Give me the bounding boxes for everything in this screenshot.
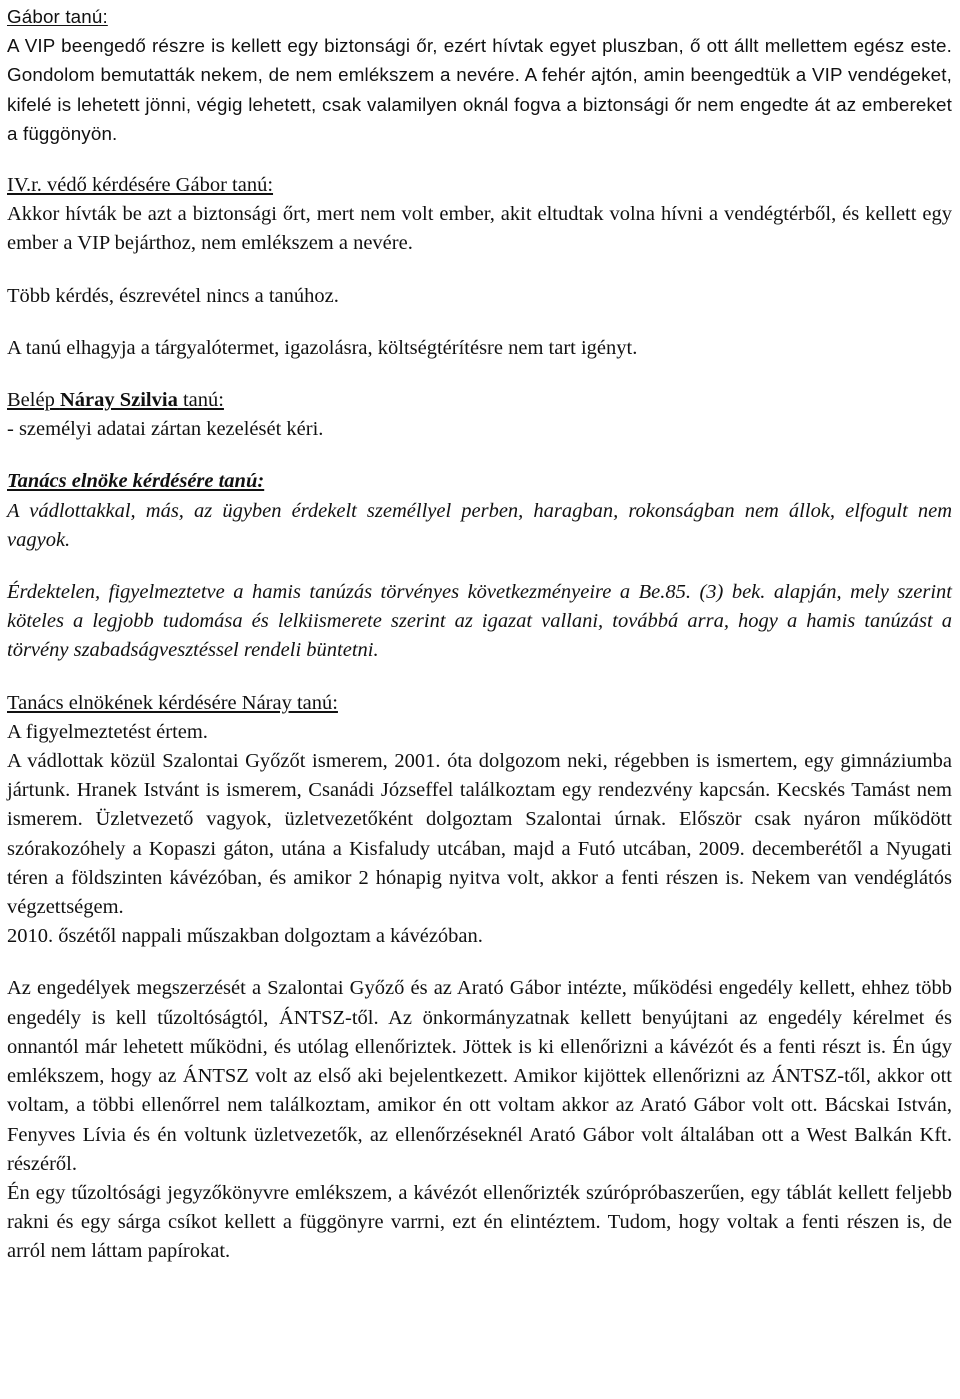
- chair-second-question-heading: Tanács elnökének kérdésére Náray tanú:: [7, 691, 338, 714]
- naray-testimony-paragraph: A vádlottak közül Szalontai Győzőt ismerem, 2001. óta dolgozom neki, régebben is ismertem, egy gimnáziumba jártunk. Hranek Istvánt is ismerem, Csanádi Józseffel találkoztam egy rendezvény kapcsán. Kecskés Tamást nem ismerem. Üzletvezető vagyok, üzletvezetőként dolgoztam Szalontai úrnak. Először csak nyáron működött szórakozóhely a Kopaszi gáton, utána a Kisfaludy utcában, majd a Futó utcában, 2009. decemberétől a Nyugati téren a földszinten kávézóban, és amikor 2 hónapig nyitva volt, akkor a fenti részen is. Nekem van vendéglátós végzettségem.: [7, 750, 952, 919]
- naray-enters-heading: [7, 386, 952, 415]
- naray-enters-suffix: tanú:: [177, 389, 224, 412]
- ivr-answer-paragraph: Akkor hívták be azt a biztonsági őrt, mert nem volt ember, akit eltudtak volna hívni a vendégtérből, és kellett egy ember a VIP bejárthoz, nem emlékszem a nevére.: [7, 203, 952, 255]
- gabor-testimony-paragraph: A VIP beengedő részre is kellett egy biztonsági őr, ezért hívtak egyet pluszban, ő ott állt mellettem egész este. Gondolom bemutatták nekem, de nem emlékszem a nevére. A fehér ajtón, amin beengedtük a VIP vendégeket, kifelé is lehetett jönni, végig lehetett, csak valamilyen oknál fogva a biztonsági őr nem engedte át az embereket a függönyön.: [7, 35, 952, 144]
- ivr-defender-question-heading: IV.r. védő kérdésére Gábor tanú:: [7, 174, 274, 197]
- witness-leaves-note: A tanú elhagyja a tárgyalótermet, igazolásra, költségtérítésre nem tart igényt.: [7, 336, 638, 359]
- chair-question-heading: Tanács elnöke kérdésére tanú:: [7, 470, 265, 493]
- spacer: [7, 148, 952, 171]
- warning-understood-line: A figyelmeztetést értem.: [7, 720, 208, 743]
- naray-witness-name: Náray Szilvia: [59, 389, 178, 412]
- spacer: [7, 363, 952, 386]
- gabor-witness-heading: Gábor tanú:: [7, 6, 108, 27]
- spacer: [7, 666, 952, 689]
- spacer: [7, 259, 952, 282]
- naray-enters-prefix: Belép: [7, 389, 60, 412]
- spacer: [7, 444, 952, 467]
- spacer: [7, 555, 952, 578]
- permits-paragraph: Az engedélyek megszerzését a Szalontai Győző és az Arató Gábor intézte, működési engedély kellett, ehhez több engedély is kell tűzoltóságtól, ÁNTSZ-től. Az önkormányzatnak kellett benyújtani az engedély kérelmet és onnantól már lehetett működni, és utólag ellenőriztek. Jöttek is ki ellenőrizni a kávézót és a fenti részt is. Én úgy emlékszem, hogy az ÁNTSZ volt az első aki bejelentkezett. Amikor kijöttek ellenőrizni az ÁNTSZ-től, akkor ott voltam, a többi ellenőrrel nem találkoztam, amikor én ott voltam akkor az Arató Gábor volt ott. Bácskai István, Fenyves Lívia és én voltunk üzletvezetők, az ellenőrzéseknél Arató Gábor volt általában ott a West Balkán Kft. részéről.: [7, 977, 952, 1175]
- no-more-questions-note: Több kérdés, észrevétel nincs a tanúhoz.: [7, 284, 339, 307]
- spacer: [7, 311, 952, 334]
- naray-privacy-request: - személyi adatai zártan kezelését kéri.: [7, 418, 324, 441]
- naray-daytime-shift-line: 2010. őszétől nappali műszakban dolgoztam a kávézóban.: [7, 925, 483, 948]
- chair-answer-paragraph: A vádlottakkal, más, az ügyben érdekelt személlyel perben, haragban, rokonságban nem állok, elfogult nem vagyok.: [7, 499, 952, 551]
- spacer: [7, 951, 952, 974]
- fire-inspection-paragraph: Én egy tűzoltósági jegyzőkönyvre emlékszem, a kávézót ellenőrizték szúrópróbaszerűen, egy táblát kellett feljebb rakni és egy sárga csíkot kellett a függönyre varrni, ezt én elintéztem. Tudom, hogy voltak a fenti részen is, de arról nem láttam papírokat.: [7, 1181, 952, 1263]
- perjury-warning-paragraph: Érdektelen, figyelmeztetve a hamis tanúzás törvényes következményeire a Be.85. (3) bek. alapján, mely szerint köteles a legjobb tudomása és lelkiismerete szerint az igazat vallani, továbbá arra, hogy a hamis tanúzást a törvény szabadságvesztéssel rendeli büntetni.: [7, 581, 952, 662]
